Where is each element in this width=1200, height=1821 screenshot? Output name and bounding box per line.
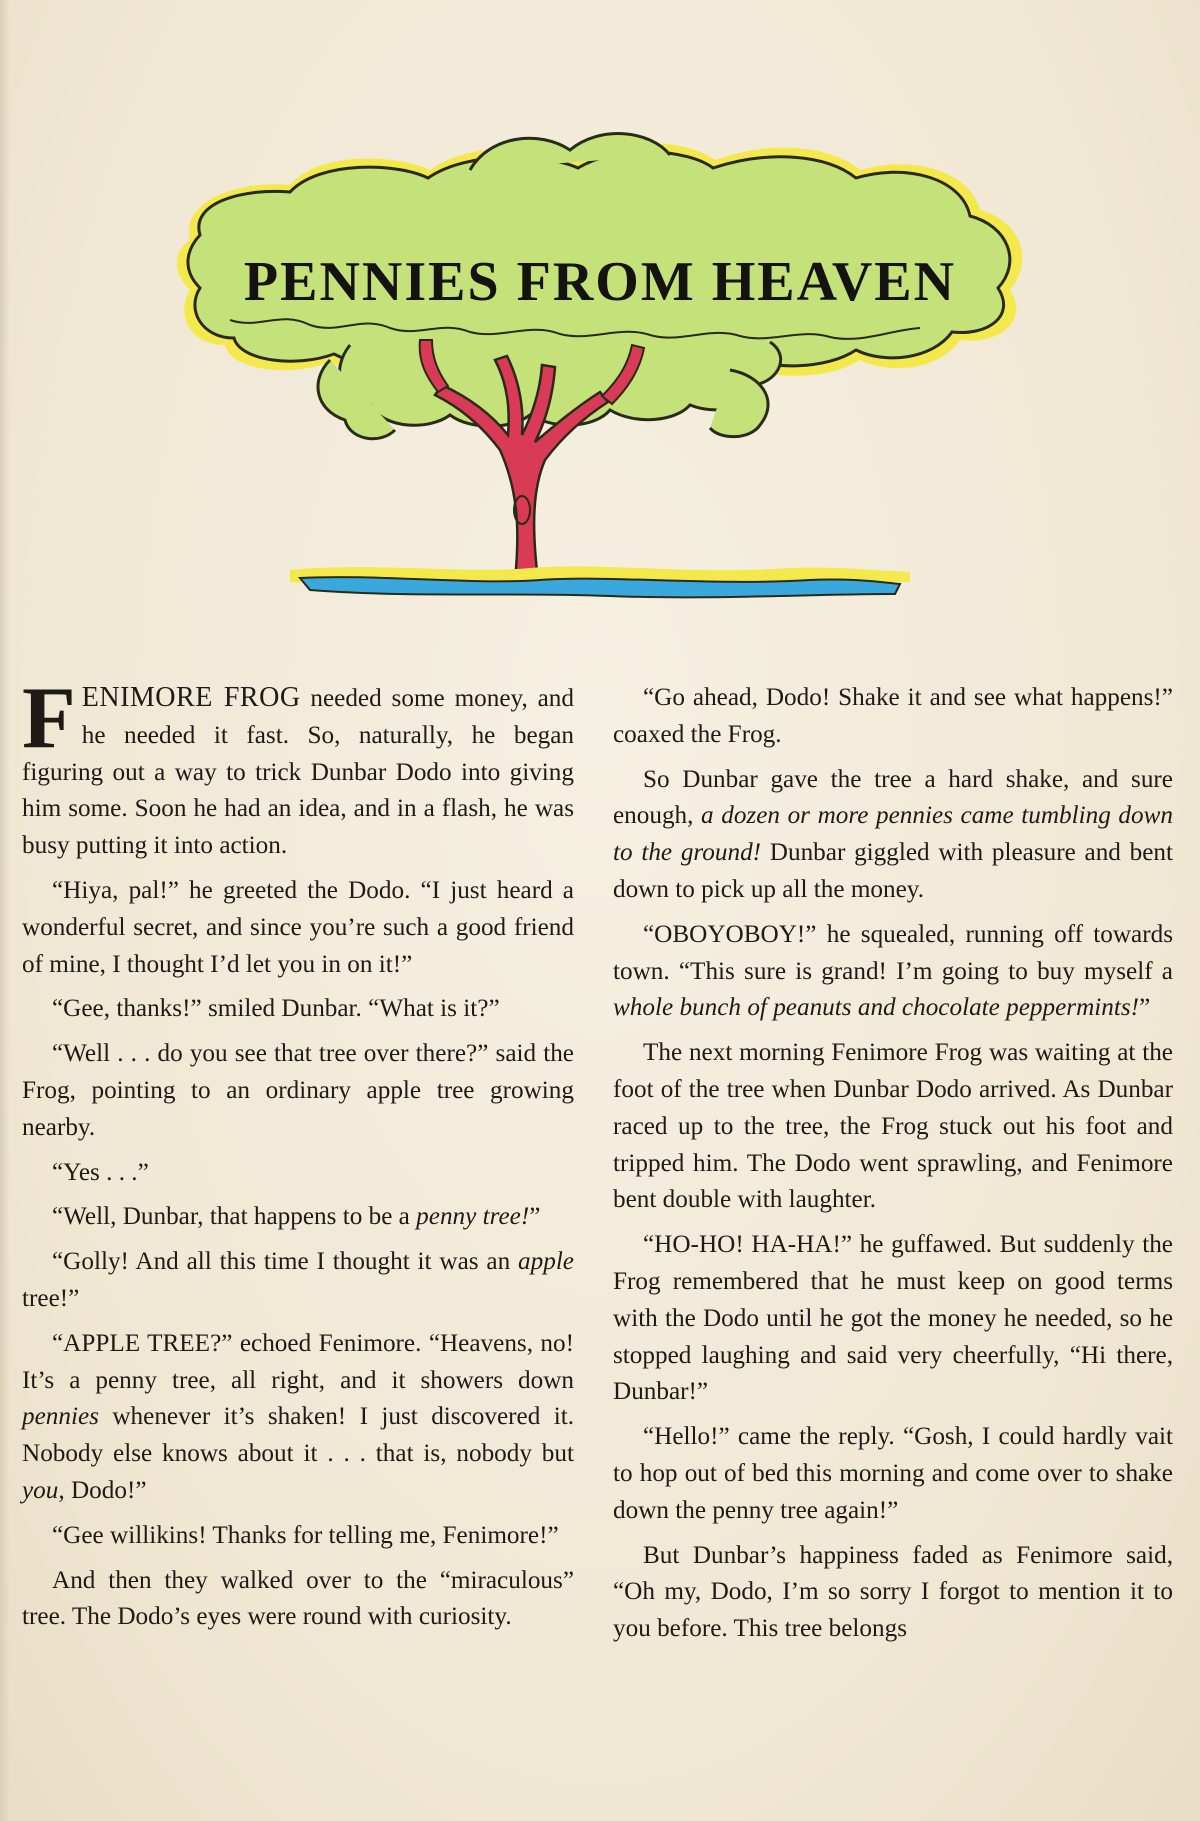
paragraph-7: “Golly! And all this time I thought it was an apple tree!” (22, 1248, 574, 1312)
page-title: PENNIES FROM HEAVEN (243, 251, 957, 313)
paragraph-4: “Well . . . do you see that tree over there?” said the Frog, pointing to an ordinary apple tree growing nearby. (22, 1040, 574, 1141)
paragraph-11: “Go ahead, Dodo! Shake it and see what happens!” coaxed the Frog. (613, 684, 1173, 748)
paragraph-1-text: needed some money, and he needed it fast. So, naturally, he began figuring out a way to trick Dunbar Dodo into giving him some. Soon he had an idea, and in a flash, he was busy putting it into action. (22, 685, 574, 860)
paragraph-3: “Gee, thanks!” smiled Dunbar. “What is it?” (52, 995, 500, 1023)
lead-in: ENIMORE FROG (81, 682, 301, 713)
paragraph-16: “Hello!” came the reply. “Gosh, I could hardly vait to hop out of bed this morning and come over to shake down the penny tree again!” (613, 1423, 1173, 1524)
page-edge-shadow (0, 0, 10, 1821)
paragraph-17: But Dunbar’s happiness faded as Fenimore said, “Oh my, Dodo, I’m so sorry I forgot to mention it to you before. This tree belongs (613, 1541, 1173, 1643)
paragraph-9: “Gee willikins! Thanks for telling me, Fenimore!” (52, 1521, 559, 1549)
ground-water (300, 577, 900, 597)
paragraph-1 (22, 670, 574, 865)
paragraph-12: So Dunbar gave the tree a hard shake, and sure enough, a dozen or more pennies came tumbling down to the ground! Dunbar giggled with pleasure and bent down to pick up all the money. (613, 765, 1173, 903)
left-text-column (22, 670, 574, 1644)
paragraph-14: The next morning Fenimore Frog was waiting at the foot of the tree when Dunbar Dodo arrived. As Dunbar raced up to the tree, the Frog stuck out his foot and tripped him. The Dodo went sprawling, and Fenimore bent double with laughter. (613, 1039, 1173, 1214)
paragraph-5: “Yes . . .” (52, 1158, 149, 1186)
paragraph-15: “HO-HO! HA-HA!” he guffawed. But suddenly the Frog remembered that he must keep on good terms with the Dodo until he got the money he needed, so he stopped laughing and said very cheerfully, “Hi there, Dunbar!” (613, 1231, 1173, 1406)
paragraph-13: “OBOYOBOY!” he squealed, running off towards town. “This sure is grand! I’m going to buy myself a whole bunch of peanuts and chocolate peppermints!” (613, 920, 1173, 1022)
drop-cap: F (22, 670, 76, 767)
paragraph-2: “Hiya, pal!” he greeted the Dodo. “I just heard a wonderful secret, and since you’re such a good friend of mine, I thought I’d let you in on it!” (22, 876, 574, 978)
paragraph-8: “APPLE TREE?” echoed Fenimore. “Heavens, no! It’s a penny tree, all right, and it showers down pennies whenever it’s shaken! I just discovered it. Nobody else knows about it . . . that is, nobody but you, Dodo!” (22, 1329, 574, 1504)
right-text-column (613, 680, 1173, 1656)
tree-icon (170, 130, 1040, 690)
lower-canopy (340, 342, 781, 426)
paragraph-10: And then they walked over to the “miraculous” tree. The Dodo’s eyes were round with curiosity. (22, 1566, 574, 1631)
paragraph-6: “Well, Dunbar, that happens to be a penny tree!” (52, 1203, 541, 1231)
